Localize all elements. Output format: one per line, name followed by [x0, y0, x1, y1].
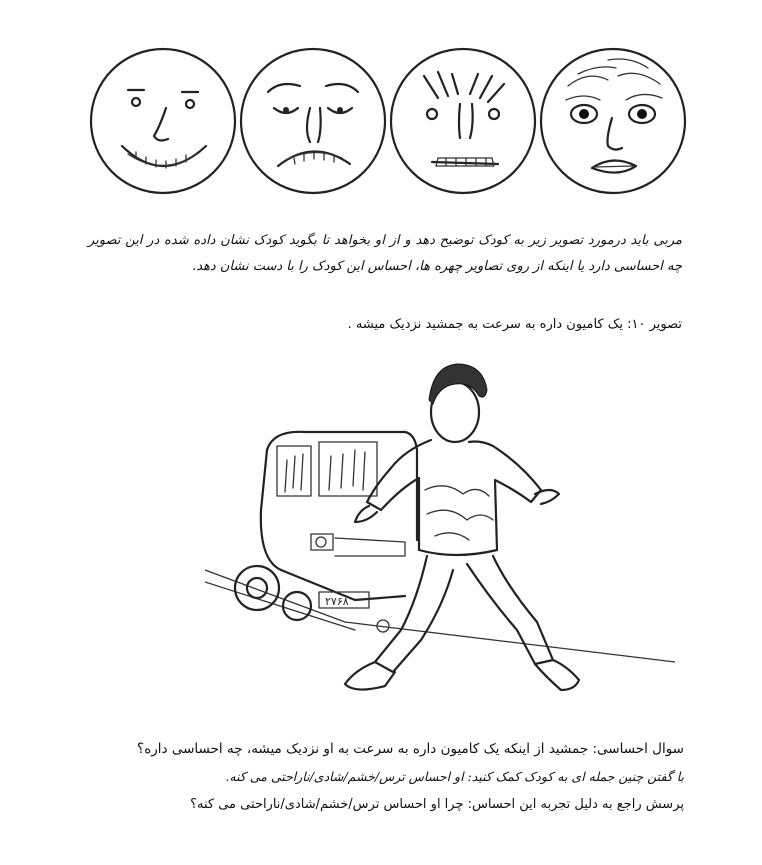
emotion-faces-row	[88, 46, 678, 206]
instruction-paragraph: مربی باید درمورد تصویر زیر به کودک توضیح دهد و از او بخواهد تا بگوید کودک نشان داده شده در این تصویر چه احساسی دارد یا اینکه از روی تصاویر چهره ها، احساس این کودک را با دست نشان دهد.	[88, 233, 682, 274]
experience-question: پرسش راجع به دلیل تجربه این احساس: چرا او احساس ترس/خشم/شادی/ناراحتی می کنه؟	[190, 797, 684, 812]
picture-caption: تصویر ۱۰: یک کامیون داره به سرعت به جمشید نزدیک میشه .	[347, 317, 682, 332]
angry-face-icon	[388, 46, 538, 196]
child-and-truck-illustration	[205, 360, 675, 730]
scared-face-icon	[538, 46, 688, 196]
truck-plate-text: ۲۷۶۸	[325, 595, 349, 608]
emotion-question: سوال احساسی: جمشید از اینکه یک کامیون داره به سرعت به او نزدیک میشه، چه احساسی داره؟	[137, 741, 684, 757]
helper-sentence: با گفتن چنین جمله ای به کودک کمک کنید: او احساس ترس/خشم/شادی/ناراحتی می کنه.	[225, 769, 684, 784]
sad-face-icon	[238, 46, 388, 196]
happy-face-icon	[88, 46, 238, 196]
